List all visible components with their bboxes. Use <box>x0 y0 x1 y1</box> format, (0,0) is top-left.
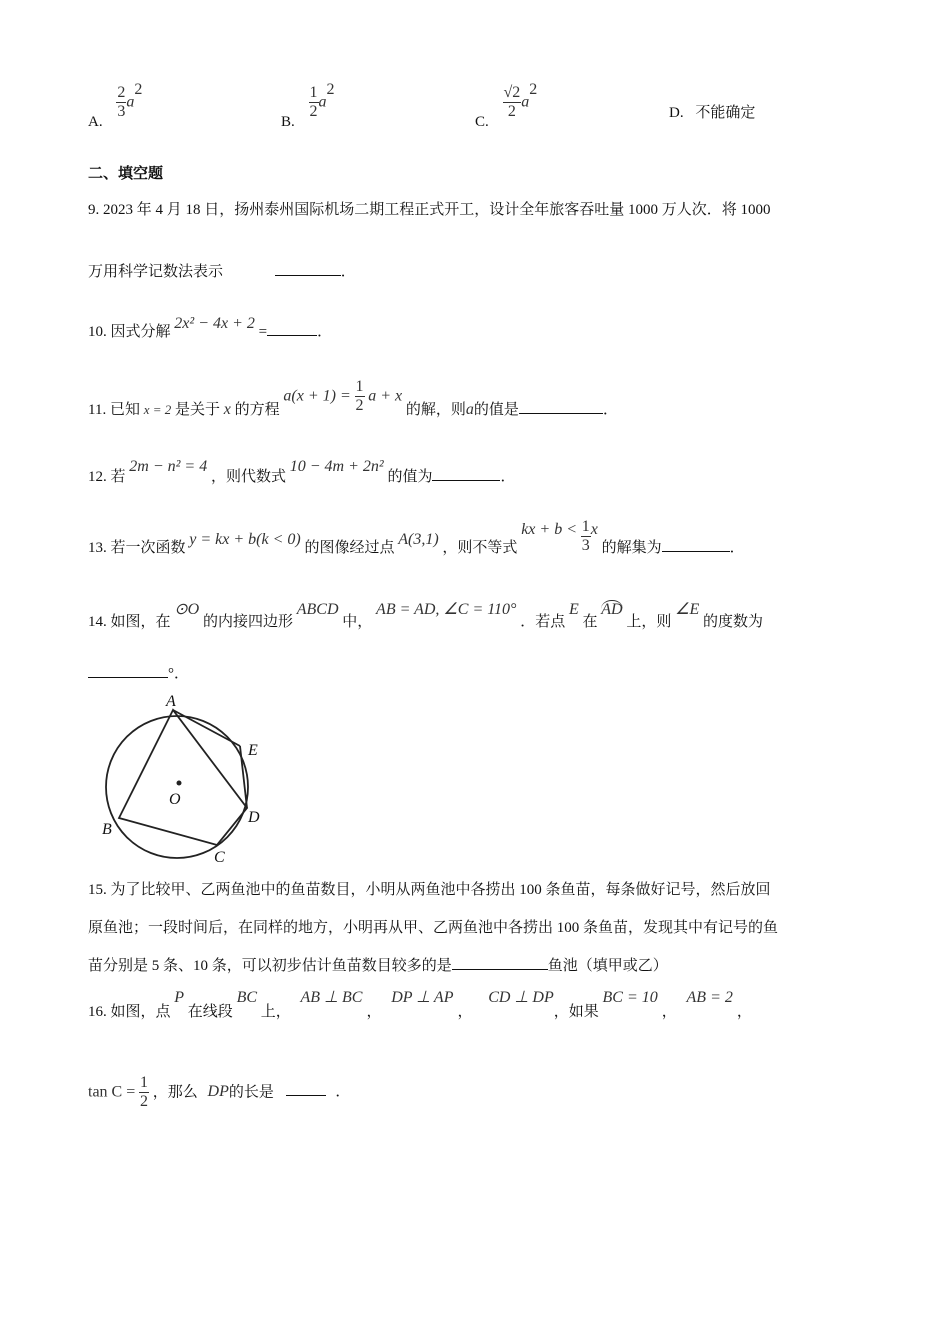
question-16-line1: 16. 如图，点 P 在线段 BC 上， AB ⊥ BC， DP ⊥ AP， CD ⊥ DP，如果 BC = 10， AB = 2， <box>88 989 752 1020</box>
answer-blank[interactable] <box>452 955 548 970</box>
question-14: 14. 如图，在 ⊙O 的内接四边形 ABCD 中， AB = AD, ∠C = 110° ．若点 E 在 AD 上，则 ∠E 的度数为 <box>88 601 763 630</box>
answer-blank[interactable] <box>432 466 500 481</box>
answer-blank[interactable] <box>88 663 168 678</box>
label-o: O <box>169 791 181 808</box>
section-title: 二、填空题 <box>88 164 164 182</box>
label-d: D <box>248 809 260 826</box>
question-14-blank-line: °． <box>88 662 189 683</box>
answer-blank[interactable] <box>519 399 603 414</box>
label-e: E <box>248 742 258 759</box>
quadrilateral-abcd <box>119 710 247 845</box>
answer-blank[interactable] <box>275 261 341 276</box>
option-c: C. $\frac{√2}{2}$ $a^2$ <box>475 81 538 131</box>
question-12: 12. 若 2m − n² = 4 ，则代数式 10 − 4m + 2n² 的值为 ． <box>88 458 516 485</box>
answer-blank[interactable] <box>662 537 730 552</box>
label-a: A <box>166 693 176 710</box>
option-d: D. 不能确定 <box>669 105 756 121</box>
answer-blank[interactable] <box>286 1081 326 1096</box>
question-16-line2: tan C = $\frac{1}{2}$ ，那么 DP的长是 ． <box>88 1074 351 1111</box>
question-9-line2: 万用科学记数法表示 ． <box>88 260 356 281</box>
question-15-line3: 苗分别是 5 条、10 条，可以初步估计鱼苗数目较多的是 鱼池（填甲或乙） <box>88 954 668 975</box>
option-a: A. $\frac{2}{3}$ $a^2$ <box>88 81 143 131</box>
option-b: B. $\frac{1}{2}$ $a^2$ <box>281 81 335 131</box>
question-15-line1: 15. 为了比较甲、乙两鱼池中的鱼苗数目，小明从两鱼池中各捞出 100 条鱼苗，每条做好记号，然后放回 <box>88 882 771 898</box>
answer-blank[interactable] <box>267 321 317 336</box>
label-c: C <box>214 849 225 866</box>
question-10: 10. 因式分解 2x² − 4x + 2 = ． <box>88 315 333 340</box>
question-9-line1: 9. 2023 年 4 月 18 日，扬州泰州国际机场二期工程正式开工，设计全年旅客吞吐量 1000 万人次．将 1000 <box>88 202 771 218</box>
question-11: 11. 已知 x = 2 是关于 x 的方程 a(x + 1) = $\frac{1}{2}$ a + x 的解，则a的值是 ． <box>88 378 618 419</box>
question-15-line2: 原鱼池；一段时间后，在同样的地方，小明再从甲、乙两鱼池中各捞出 100 条鱼苗，发现其中有记号的鱼 <box>88 920 779 936</box>
center-dot <box>177 781 182 786</box>
segment-ae <box>173 710 240 746</box>
question-13: 13. 若一次函数 y = kx + b(k < 0) 的图像经过点 A(3,1) ，则不等式 kx + b < $\frac{1}{3}$ x 的解集为 ． <box>88 518 745 557</box>
label-b: B <box>102 821 112 838</box>
circle-figure <box>100 690 280 866</box>
circle-o <box>106 716 248 858</box>
